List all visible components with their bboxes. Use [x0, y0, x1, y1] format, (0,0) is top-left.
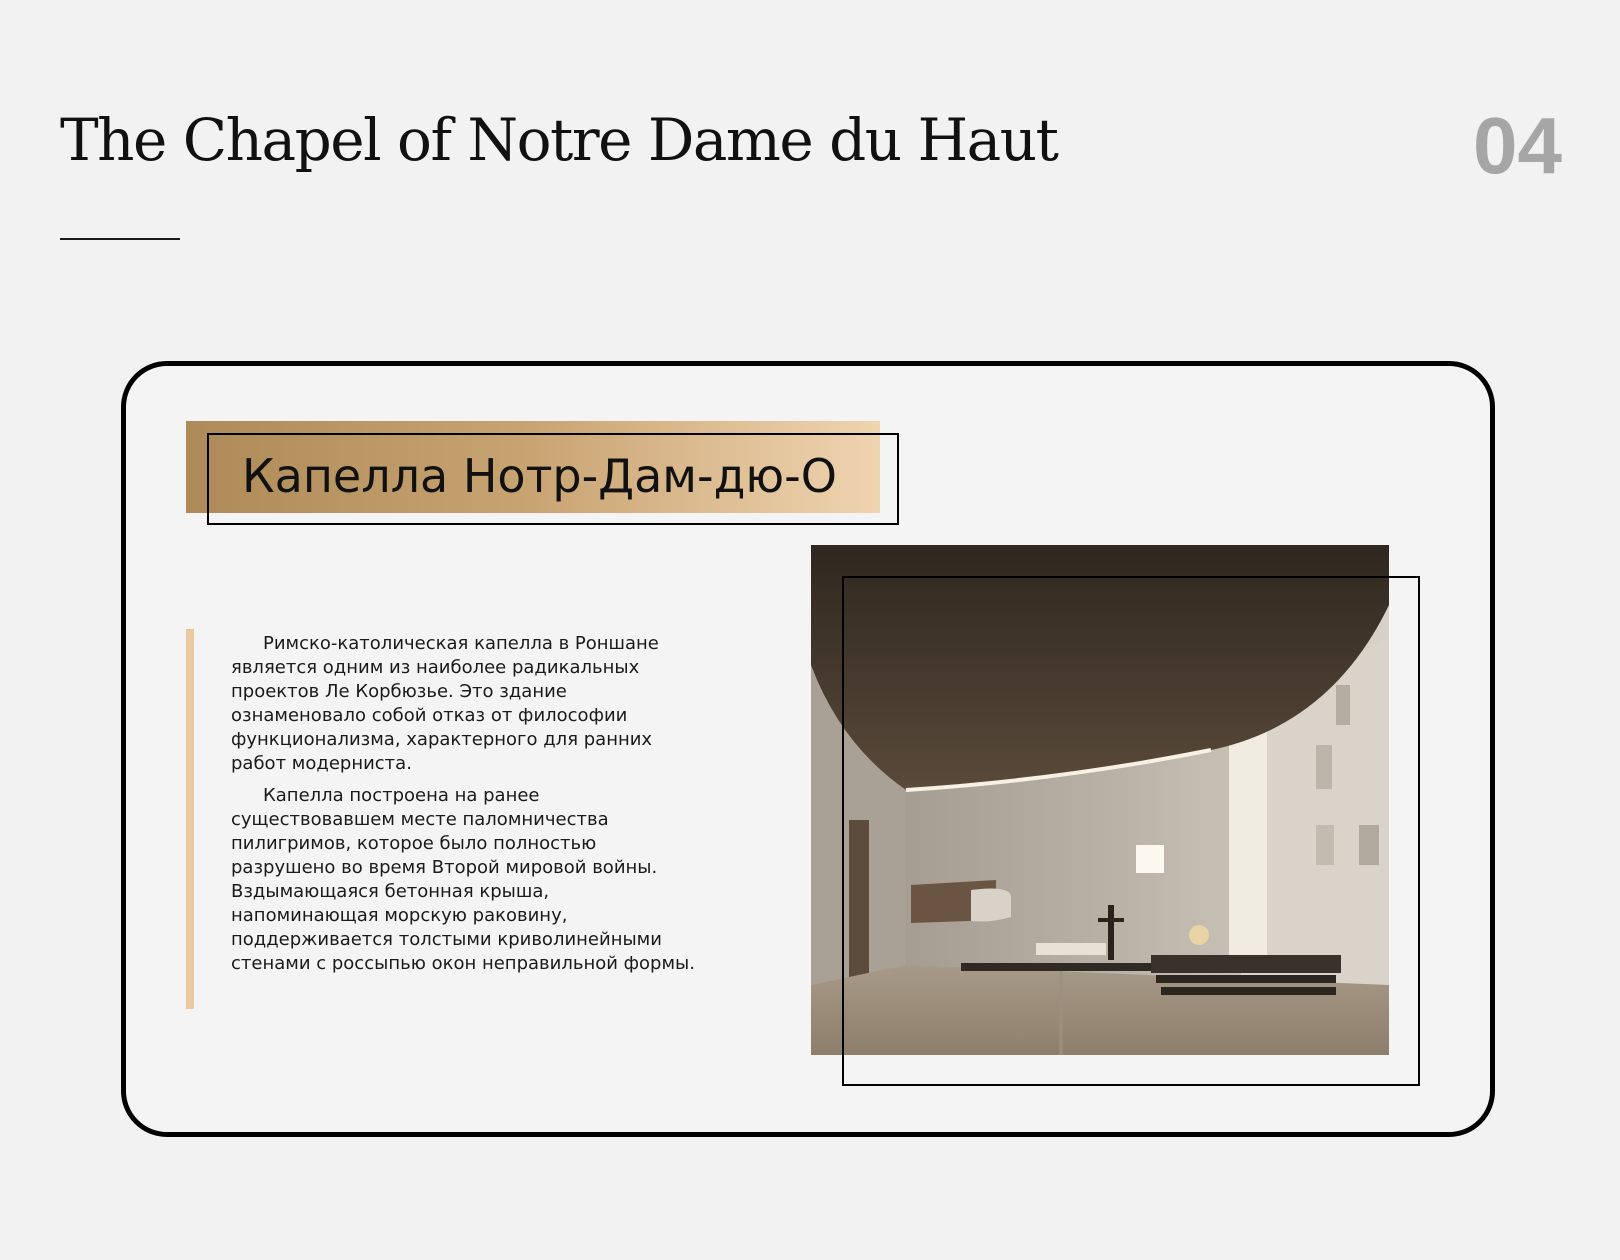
title-divider — [60, 238, 180, 240]
body-text — [231, 632, 701, 984]
photo-frame — [842, 576, 1420, 1086]
text-accent-bar — [186, 629, 194, 1009]
page-title: The Chapel of Notre Dame du Haut — [60, 106, 1058, 174]
page-number: 04 — [1473, 101, 1562, 190]
section-heading: Капелла Нотр-Дам-дю-О — [242, 449, 837, 503]
paragraph-history: Капелла построена на ранее существовавшем месте паломничества пилигримов, которое было полностью разрушено во время Второй мировой войны. Вздымающаяся бетонная крыша, напоминающая морскую раковину, поддерживается толстыми криволинейными стенами с россыпью окон неправильной формы. — [231, 785, 695, 974]
paragraph-intro: Римско-католическая капелла в Роншане является одним из наиболее радикальных проектов Ле Корбюзье. Это здание ознаменовало собой отказ от философии функционализма, характерного для ранних работ модерниста. — [231, 633, 659, 774]
